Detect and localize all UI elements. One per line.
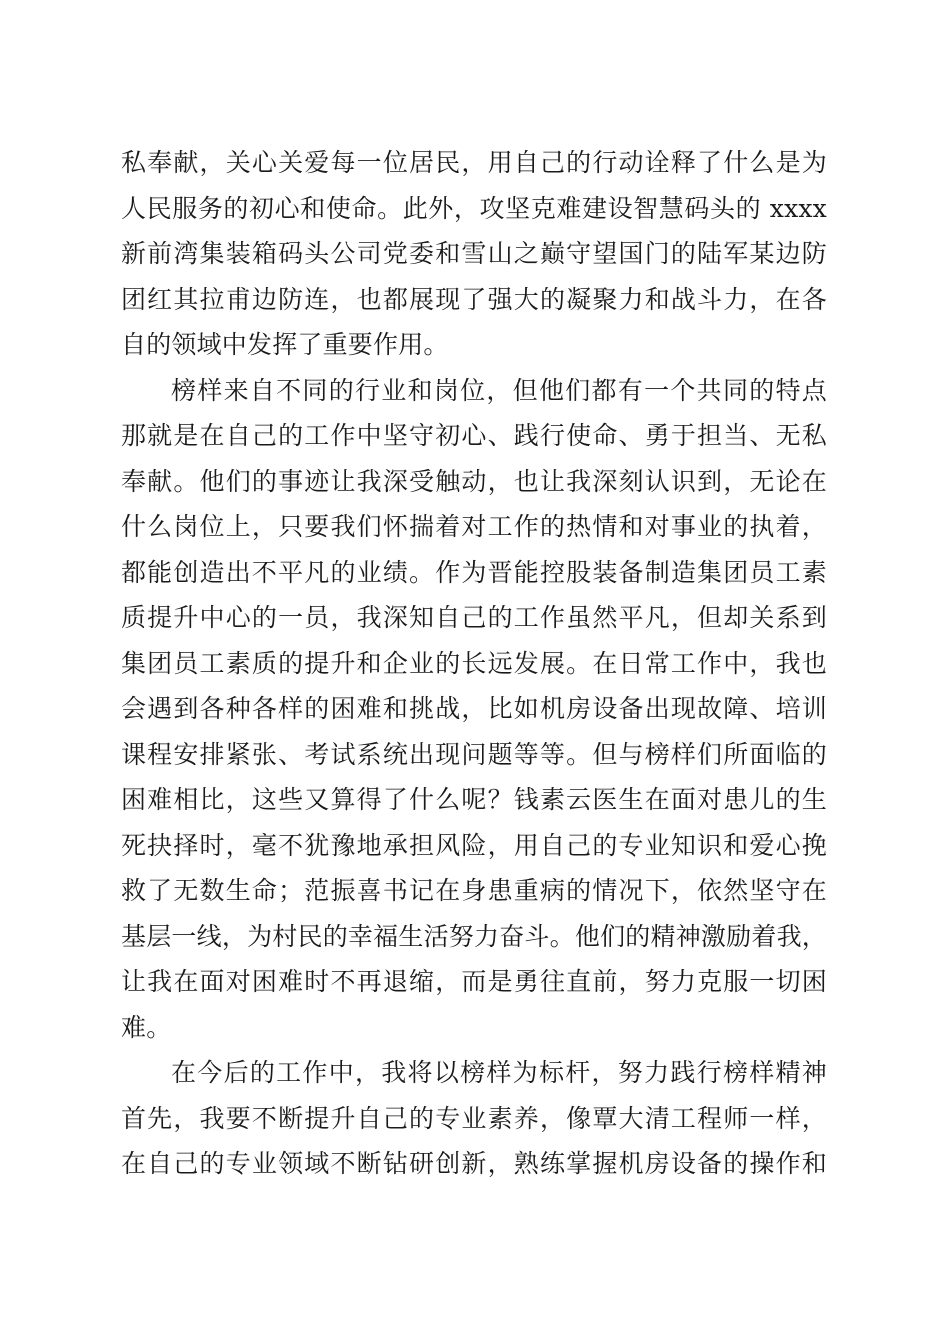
text-line: 奉献。他们的事迹让我深受触动，也让我深刻认识到，无论在 bbox=[121, 466, 827, 496]
text-line: 人民服务的初心和使命。此外，攻坚克难建设智慧码头的 xxxx bbox=[121, 193, 827, 223]
text-line: 团红其拉甫边防连，也都展现了强大的凝聚力和战斗力，在各 bbox=[121, 284, 827, 314]
text-line: 首先，我要不断提升自己的专业素养，像覃大清工程师一样， bbox=[121, 1103, 827, 1133]
text-line: 新前湾集装箱码头公司党委和雪山之巅守望国门的陆军某边防 bbox=[121, 239, 827, 268]
text-line: 什么岗位上，只要我们怀揣着对工作的热情和对事业的执着， bbox=[121, 512, 827, 541]
text-line: 私奉献，关心关爱每一位居民，用自己的行动诠释了什么是为 bbox=[121, 148, 827, 177]
text-line: 课程安排紧张、考试系统出现问题等等。但与榜样们所面临的 bbox=[121, 739, 827, 769]
text-line: 基层一线，为村民的幸福生活努力奋斗。他们的精神激励着我， bbox=[121, 921, 827, 951]
body-text bbox=[121, 140, 827, 1187]
text-line: 那就是在自己的工作中坚守初心、践行使命、勇于担当、无私 bbox=[121, 421, 827, 450]
text-line: 救了无数生命；范振喜书记在身患重病的情况下，依然坚守在 bbox=[121, 876, 827, 905]
text-line: 榜样来自不同的行业和岗位，但他们都有一个共同的特点 bbox=[171, 375, 827, 405]
text-line: 在今后的工作中，我将以榜样为标杆，努力践行榜样精神 bbox=[171, 1058, 827, 1087]
text-line: 自的领域中发挥了重要作用。 bbox=[121, 330, 449, 359]
text-line: 死抉择时，毫不犹豫地承担风险，用自己的专业知识和爱心挽 bbox=[121, 830, 827, 860]
text-line: 质提升中心的一员，我深知自己的工作虽然平凡，但却关系到 bbox=[121, 603, 827, 632]
text-line: 难。 bbox=[121, 1012, 172, 1042]
text-line: 让我在面对困难时不再退缩，而是勇往直前，努力克服一切困 bbox=[121, 967, 827, 996]
text-line: 会遇到各种各样的困难和挑战，比如机房设备出现故障、培训 bbox=[121, 694, 827, 723]
text-line: 集团员工素质的提升和企业的长远发展。在日常工作中，我也 bbox=[121, 648, 827, 678]
text-line: 都能创造出不平凡的业绩。作为晋能控股装备制造集团员工素 bbox=[121, 557, 827, 587]
text-line: 困难相比，这些又算得了什么呢？钱素云医生在面对患儿的生 bbox=[121, 785, 827, 814]
text-line: 在自己的专业领域不断钻研创新，熟练掌握机房设备的操作和 bbox=[121, 1149, 827, 1178]
